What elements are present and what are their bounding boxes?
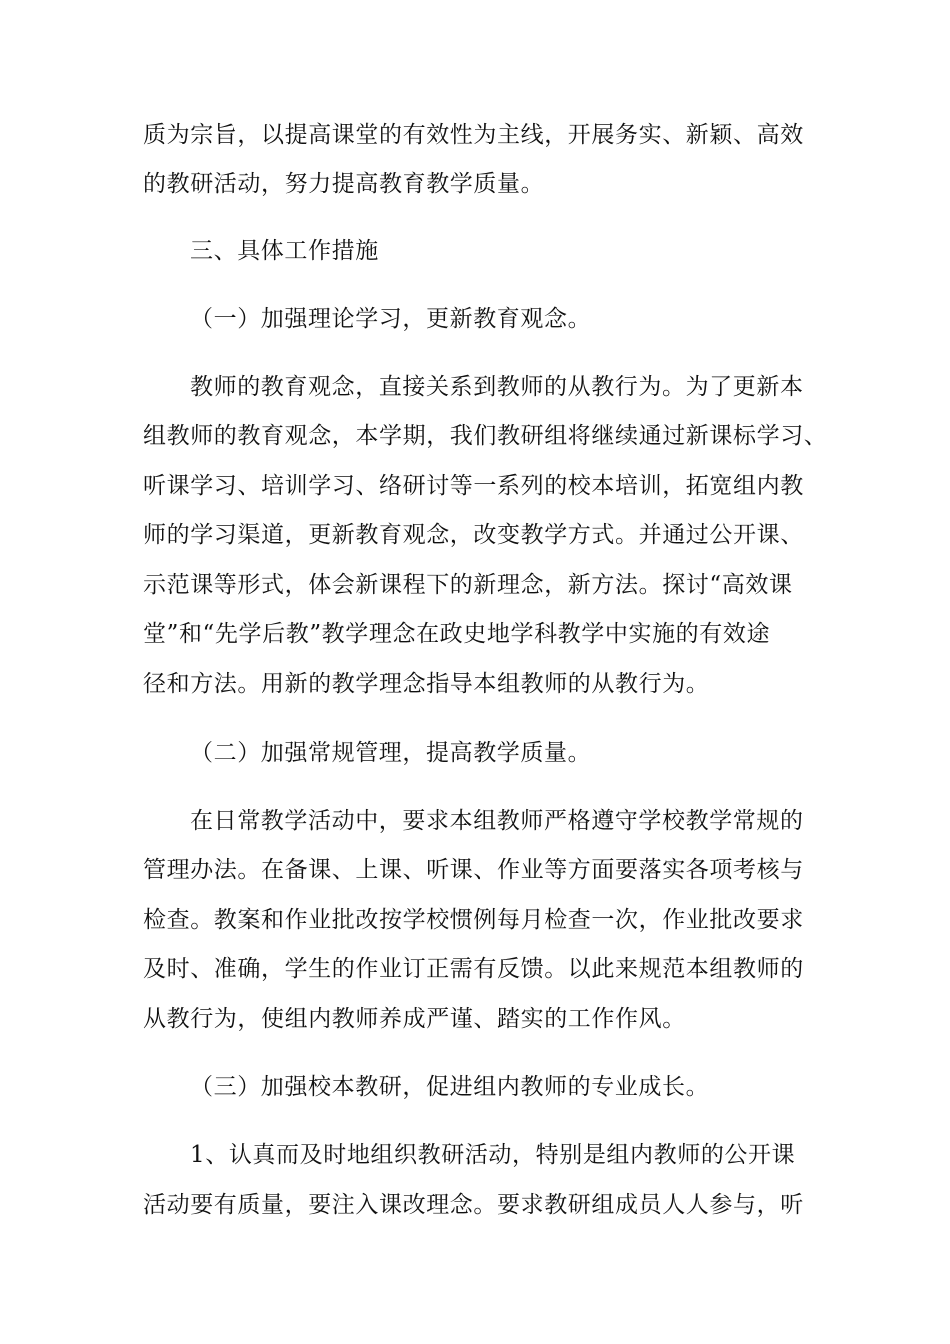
subsection-heading: （二）加强常规管理，提高教学质量。: [190, 740, 592, 766]
subsection-heading: （一）加强理论学习，更新教育观念。: [190, 306, 592, 332]
text-line: 组教师的教育观念，本学期，我们教研组将继续通过新课标学习、: [143, 423, 828, 449]
text-line: 示范课等形式，体会新课程下的新理念，新方法。探讨“高效课: [143, 572, 793, 598]
text-line: 检查。教案和作业批改按学校惯例每月检查一次，作业批改要求: [143, 907, 804, 933]
text-line: 从教行为，使组内教师养成严谨、踏实的工作作风。: [143, 1006, 686, 1032]
text-line: 师的学习渠道，更新教育观念，改变教学方式。并通过公开课、: [143, 522, 804, 548]
text-line: 在日常教学活动中，要求本组教师严格遵守学校教学常规的: [190, 808, 804, 834]
text-line: 管理办法。在备课、上课、听课、作业等方面要落实各项考核与: [143, 857, 804, 883]
text-line: 堂”和“先学后教”教学理念在政史地学科教学中实施的有效途: [143, 621, 771, 647]
text-line: 听课学习、培训学习、络研讨等一系列的校本培训，拓宽组内教: [143, 473, 804, 499]
text-line: 的教研活动，努力提高教育教学质量。: [143, 171, 545, 197]
text-line: 1、认真而及时地组织教研活动，特别是组内教师的公开课: [190, 1142, 796, 1168]
text-line: 径和方法。用新的教学理念指导本组教师的从教行为。: [143, 671, 710, 697]
section-heading: 三、具体工作措施: [190, 238, 379, 264]
subsection-heading: （三）加强校本教研，促进组内教师的专业成长。: [190, 1074, 710, 1100]
text-line: 教师的教育观念，直接关系到教师的从教行为。为了更新本: [190, 374, 804, 400]
text-line: 及时、准确，学生的作业订正需有反馈。以此来规范本组教师的: [143, 956, 804, 982]
text-line: 活动要有质量，要注入课改理念。要求教研组成员人人参与，听: [143, 1192, 804, 1218]
text-line: 质为宗旨，以提高课堂的有效性为主线，开展务实、新颖、高效: [143, 122, 804, 148]
